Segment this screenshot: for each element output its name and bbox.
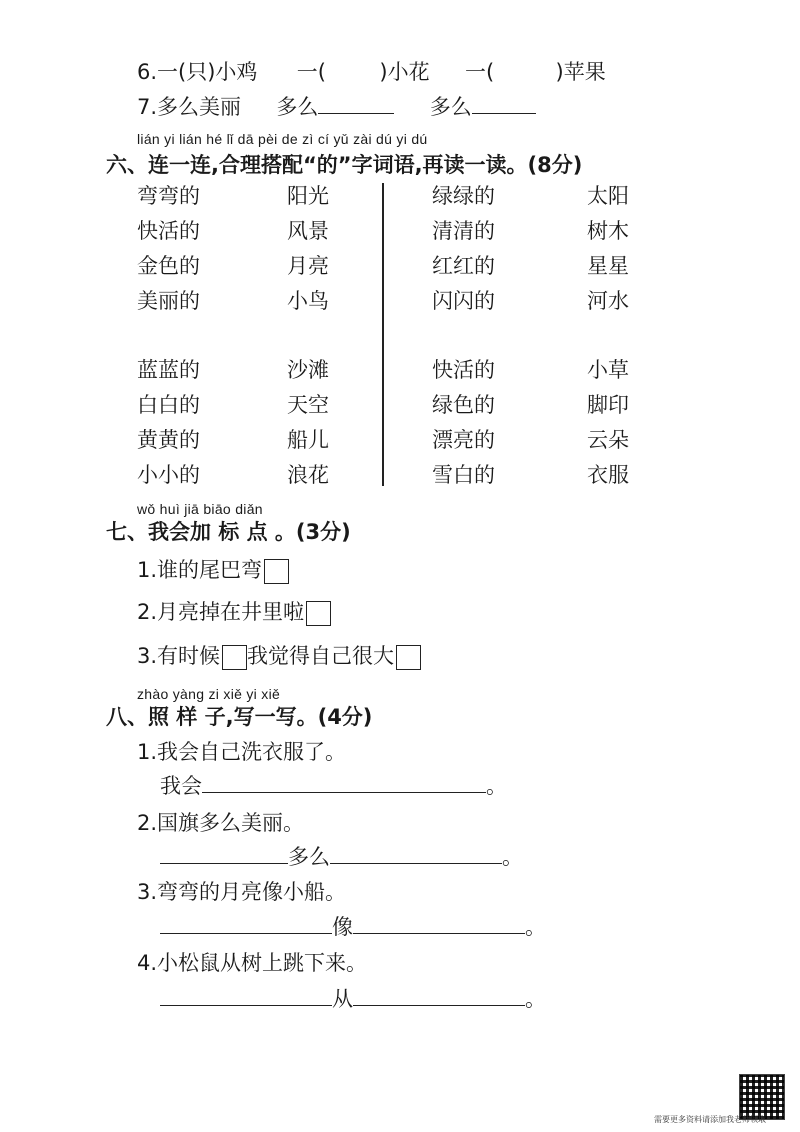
answer-blank[interactable] <box>353 913 525 934</box>
word-item[interactable]: 河水 <box>587 289 629 313</box>
word-item[interactable]: 漂亮的 <box>432 428 495 452</box>
period: 。 <box>525 987 546 1011</box>
sec8-q1: 1.我会自己洗衣服了。 <box>137 740 347 764</box>
word-item[interactable]: 闪闪的 <box>432 289 495 313</box>
word-item[interactable]: 星星 <box>587 254 629 278</box>
sec7-item-2-text: 2.月亮掉在井里啦 <box>137 600 305 624</box>
sec8-q1-start: 我会 <box>160 774 202 798</box>
word-item[interactable]: 绿色的 <box>432 393 495 417</box>
question-7 <box>137 93 536 121</box>
sec6-pinyin: lián yi lián hé lǐ dā pèi de zì cí yǔ zài dú yi dú <box>137 131 428 147</box>
sec8-q4: 4.小松鼠从树上跳下来。 <box>137 951 368 975</box>
word-item[interactable]: 白白的 <box>137 393 200 417</box>
word-item[interactable]: 雪白的 <box>432 463 495 487</box>
word-item[interactable]: 小草 <box>587 358 629 382</box>
word-item[interactable]: 风景 <box>287 219 329 243</box>
word-item[interactable]: 月亮 <box>287 254 329 278</box>
sec8-q2: 2.国旗多么美丽。 <box>137 811 305 835</box>
word-item[interactable]: 小鸟 <box>287 289 329 313</box>
word-item[interactable]: 金色的 <box>137 254 200 278</box>
word-item[interactable]: 天空 <box>287 393 329 417</box>
word-item[interactable]: 快活的 <box>432 358 495 382</box>
word-item[interactable]: 红红的 <box>432 254 495 278</box>
period: 。 <box>486 774 507 798</box>
word-item[interactable]: 快活的 <box>137 219 200 243</box>
word-item[interactable]: 黄黄的 <box>137 428 200 452</box>
answer-blank[interactable] <box>353 985 525 1006</box>
q7-prefix: 7.多么美丽 <box>137 95 242 119</box>
sec7-item-1 <box>137 556 289 584</box>
column-divider <box>382 183 384 486</box>
sec8-q2-answer <box>160 843 523 871</box>
answer-blank[interactable] <box>160 985 332 1006</box>
word-item[interactable]: 船儿 <box>287 428 329 452</box>
punctuation-box[interactable] <box>264 559 289 584</box>
sec8-title: 八、照 样 子,写一写。(4分) <box>106 705 373 729</box>
word-item[interactable]: 小小的 <box>137 463 200 487</box>
answer-blank[interactable] <box>330 843 502 864</box>
sec6-title: 六、连一连,合理搭配“的”字词语,再读一读。(8分) <box>106 153 583 177</box>
sec7-item-2 <box>137 598 331 626</box>
punctuation-box[interactable] <box>306 601 331 626</box>
word-item[interactable]: 脚印 <box>587 393 629 417</box>
q6-mid1-end: )小花 <box>379 60 430 84</box>
q7-blank-1[interactable] <box>318 93 394 114</box>
period: 。 <box>525 915 546 939</box>
q6-mid1: 一( <box>296 60 326 84</box>
sec8-q2-mid: 多么 <box>288 845 330 869</box>
sec7-item-3-text: 3.有时候 <box>137 644 221 668</box>
answer-blank[interactable] <box>160 913 332 934</box>
answer-blank[interactable] <box>160 843 288 864</box>
q6-prefix: 6.一(只)小鸡 <box>137 60 258 84</box>
word-item[interactable]: 树木 <box>587 219 629 243</box>
word-item[interactable]: 阳光 <box>287 184 329 208</box>
q6-mid2-end: )苹果 <box>555 60 606 84</box>
q7-word: 多么 <box>276 95 319 119</box>
word-item[interactable]: 蓝蓝的 <box>137 358 200 382</box>
word-item[interactable]: 浪花 <box>287 463 329 487</box>
sec8-q3-answer <box>160 913 546 941</box>
punctuation-box[interactable] <box>222 645 247 670</box>
sec7-title: 七、我会加 标 点 。(3分) <box>106 520 351 544</box>
word-item[interactable]: 沙滩 <box>287 358 329 382</box>
sec7-item-1-text: 1.谁的尾巴弯 <box>137 558 263 582</box>
sec8-pinyin: zhào yàng zi xiě yi xiě <box>137 686 281 702</box>
q7-blank-2[interactable] <box>472 93 536 114</box>
answer-blank[interactable] <box>202 772 486 793</box>
punctuation-box[interactable] <box>396 645 421 670</box>
word-item[interactable]: 太阳 <box>587 184 629 208</box>
q6-mid2: 一( <box>464 60 495 84</box>
sec7-item-3-text-2: 我觉得自己很大 <box>247 644 395 668</box>
word-item[interactable]: 清清的 <box>432 219 495 243</box>
sec8-q1-answer <box>160 772 507 800</box>
word-item[interactable]: 弯弯的 <box>137 184 200 208</box>
q7-word-2: 多么 <box>429 95 472 119</box>
sec8-q4-mid: 从 <box>332 987 353 1011</box>
word-item[interactable]: 衣服 <box>587 463 629 487</box>
footer-text: 需要更多资料请添加我老师领取 <box>654 1115 766 1124</box>
sec8-q3: 3.弯弯的月亮像小船。 <box>137 880 347 904</box>
sec8-q4-answer <box>160 985 546 1013</box>
sec7-item-3 <box>137 642 421 670</box>
sec8-q3-mid: 像 <box>332 915 353 939</box>
sec7-pinyin: wǒ huì jiā biāo diǎn <box>137 501 263 517</box>
period: 。 <box>502 845 523 869</box>
word-item[interactable]: 绿绿的 <box>432 184 495 208</box>
word-item[interactable]: 云朵 <box>587 428 629 452</box>
word-item[interactable]: 美丽的 <box>137 289 200 313</box>
question-6 <box>137 58 606 86</box>
